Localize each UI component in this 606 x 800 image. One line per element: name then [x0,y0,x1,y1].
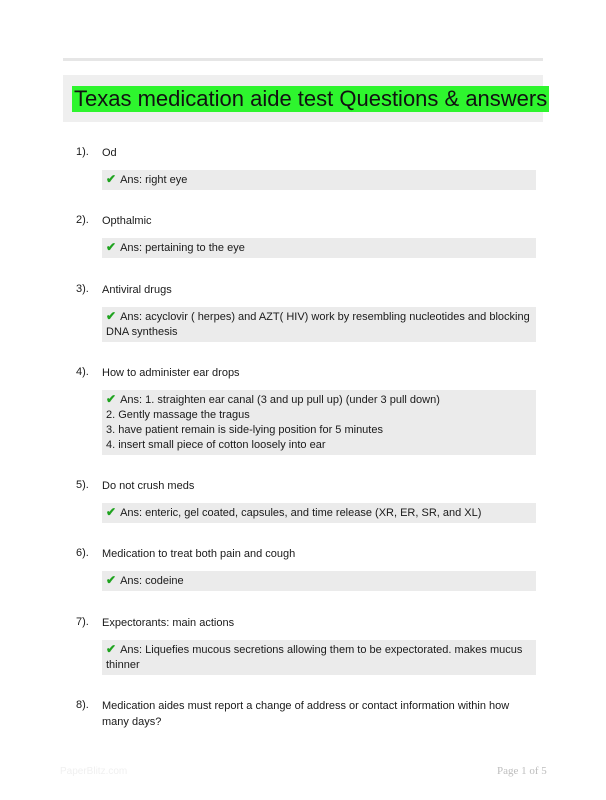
question-number: 4). [76,366,89,378]
answer-box [102,170,536,190]
question-text: Opthalmic [102,215,152,227]
question-text: Expectorants: main actions [102,617,235,629]
question-text: Od [102,147,117,159]
question-text: How to administer ear drops [102,367,240,379]
answer-line: Ans: codeine [120,575,184,587]
answer-line: DNA synthesis [106,326,178,338]
answer-line: Ans: right eye [120,174,188,186]
answer-line: Ans: acyclovir ( herpes) and AZT( HIV) work by resembling nucleotides and blocking [120,311,530,323]
answer-box [102,307,536,342]
answer-box [102,640,536,675]
answer-line: Ans: pertaining to the eye [120,242,245,254]
page-number: Page 1 of 5 [497,765,547,777]
question-text: Antiviral drugs [102,284,172,296]
answer-line: 3. have patient remain is side-lying position for 5 minutes [106,424,383,436]
top-divider [63,58,543,61]
answer-line: 4. insert small piece of cotton loosely into ear [106,439,326,451]
answer-box [102,571,536,591]
question-number: 2). [76,214,89,226]
question-number: 1). [76,146,89,158]
answer-line: Ans: Liquefies mucous secretions allowing them to be expectorated. makes mucus [120,644,523,656]
question-text: Do not crush meds [102,480,195,492]
question-text: Medication to treat both pain and cough [102,548,296,560]
check-icon: ✔ [106,642,117,656]
question-number: 5). [76,479,89,491]
check-icon: ✔ [106,573,117,587]
question-number: 3). [76,283,89,295]
answer-line: Ans: 1. straighten ear canal (3 and up pull up) (under 3 pull down) [120,394,440,406]
answer-line: 2. Gently massage the tragus [106,409,250,421]
question-text: Medication aides must report a change of address or contact information within how many days? [102,700,510,728]
answer-line: Ans: enteric, gel coated, capsules, and time release (XR, ER, SR, and XL) [120,507,482,519]
check-icon: ✔ [106,172,117,186]
answer-line: thinner [106,659,140,671]
check-icon: ✔ [106,392,117,406]
answer-box [102,238,536,258]
document-title: Texas medication aide test Questions & answers [74,86,548,111]
check-icon: ✔ [106,240,117,254]
question-number: 8). [76,699,89,711]
check-icon: ✔ [106,505,117,519]
check-icon: ✔ [106,309,117,323]
answer-box [102,390,536,455]
footer-watermark: PaperBlitz.com [60,766,128,777]
question-number: 6). [76,547,89,559]
question-number: 7). [76,616,89,628]
answer-box [102,503,536,523]
